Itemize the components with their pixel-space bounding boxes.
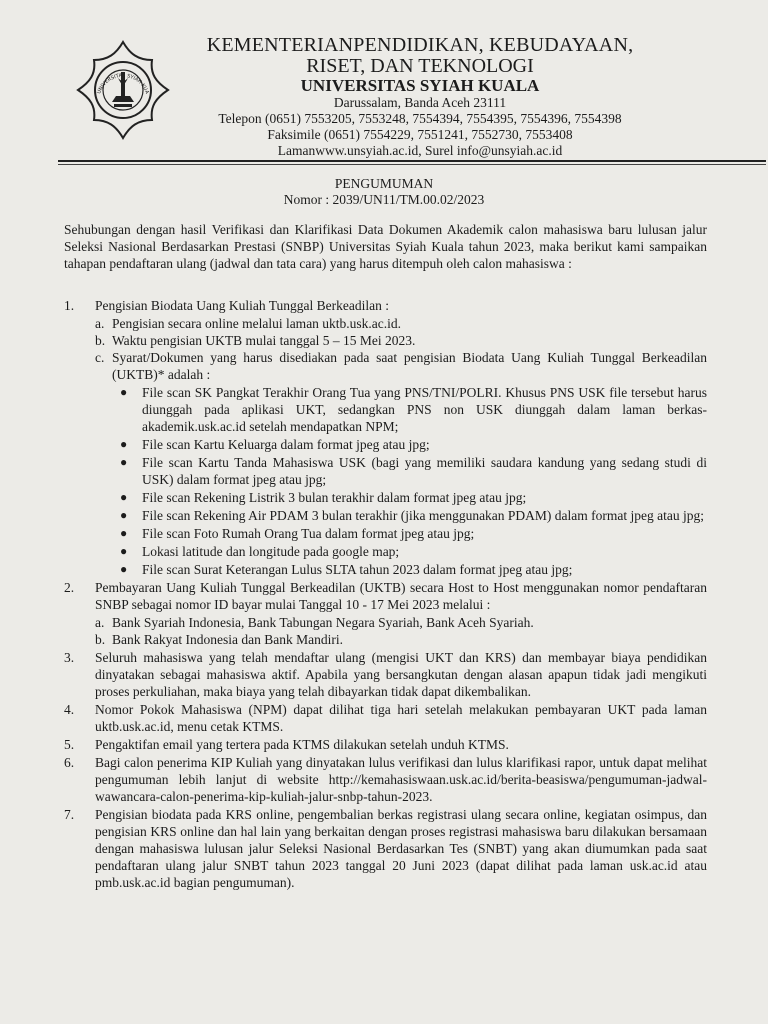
bullet-item bbox=[112, 561, 707, 578]
intro-paragraph: Sehubungan dengan hasil Verifikasi dan Klarifikasi Data Dokumen Akademik calon mahasiswa baru lulusan jalur Seleksi Nasional Berdasarkan Prestasi (SNBP) Universitas Syiah Kuala tahun 2023, maka berikut kami sampaikan tahapan pendaftaran ulang (jadwal dan tata cara) yang harus ditempuh oleh calon mahasiswa : bbox=[64, 222, 707, 271]
bullet-text: File scan Foto Rumah Orang Tua dalam format jpeg atau jpg; bbox=[142, 526, 475, 541]
phone-numbers: Telepon (0651) 7553205, 7553248, 7554394, 7554395, 7554396, 7554398 bbox=[218, 111, 622, 126]
item-number: 2. bbox=[64, 580, 75, 595]
address: Darussalam, Banda Aceh 23111 bbox=[333, 95, 507, 110]
university-seal-logo bbox=[72, 38, 174, 142]
seal-text: UNIVERSITAS SYIAH KUA bbox=[96, 72, 150, 95]
sub-item bbox=[95, 332, 707, 349]
ministry-name: KEMENTERIANPENDIDIKAN, KEBUDAYAAN, bbox=[206, 34, 634, 56]
letterhead bbox=[170, 34, 670, 159]
bullet-icon: ● bbox=[120, 385, 128, 399]
bullet-item bbox=[112, 543, 707, 560]
bullet-icon: ● bbox=[120, 437, 128, 451]
item-number: 1. bbox=[64, 298, 75, 313]
sub-label: b. bbox=[95, 632, 106, 647]
list-item-4 bbox=[64, 701, 707, 735]
sub-text: Pengisian secara online melalui laman uktb.usk.ac.id. bbox=[112, 316, 402, 331]
ministry-name-line2: RISET, DAN TEKNOLOGI bbox=[306, 55, 534, 77]
bullet-item bbox=[112, 507, 707, 524]
item-number: 5. bbox=[64, 737, 75, 752]
bullet-icon: ● bbox=[120, 526, 128, 540]
sub-label: c. bbox=[95, 350, 105, 365]
list-item-7 bbox=[64, 806, 707, 891]
sub-text: Bank Rakyat Indonesia dan Bank Mandiri. bbox=[112, 632, 343, 647]
item-text: Bagi calon penerima KIP Kuliah yang dinyatakan lulus verifikasi dan lulus klarifikasi rapor, untuk dapat melihat pengumuman lebih lanjut di website http://kemahasiswaan.usk.ac.id/berita-beasiswa/pengumuman-jadwal-wawancara-calon-penerima-kip-kuliah-jalur-snbp-tahun-2023. bbox=[95, 755, 707, 804]
fax-numbers: Faksimile (0651) 7554229, 7551241, 7552730, 7553408 bbox=[267, 127, 573, 142]
list-item-2 bbox=[64, 579, 707, 648]
item-text: Pengisian Biodata Uang Kuliah Tunggal Berkeadilan : bbox=[95, 298, 389, 313]
website-email: Lamanwww.unsyiah.ac.id, Surel info@unsyiah.ac.id bbox=[277, 143, 563, 158]
bullet-icon: ● bbox=[120, 490, 128, 504]
item-number: 6. bbox=[64, 755, 75, 770]
announcement-number: Nomor : 2039/UN11/TM.00.02/2023 bbox=[283, 192, 485, 207]
sub-text: Bank Syariah Indonesia, Bank Tabungan Negara Syariah, Bank Aceh Syariah. bbox=[112, 615, 534, 630]
bullet-item bbox=[112, 436, 707, 453]
bullet-text: File scan Kartu Tanda Mahasiswa USK (bagi yang memiliki saudara kandung yang sedang studi di USK) dalam format jpeg atau jpg; bbox=[142, 455, 707, 487]
bullet-text: File scan Kartu Keluarga dalam format jpeg atau jpg; bbox=[142, 437, 430, 452]
bullet-item bbox=[112, 384, 707, 435]
announcement-title: PENGUMUMAN bbox=[334, 176, 434, 191]
sub-item bbox=[95, 631, 707, 648]
sub-label: a. bbox=[95, 615, 105, 630]
item-text: Pengisian biodata pada KRS online, pengembalian berkas registrasi ulang secara online, kegiatan osimpus, dan pengisian KRS online dan hal lain yang berkaitan dengan proses registrasi mahasiswa baru dilakukan bersamaan dengan mahasiswa lulusan jalur Seleksi Nasional Berdasarkan Tes (SNBT) yang akan diumumkan pada saat pendaftaran ulang jalur SNBT tahun 2023 tanggal 20 Juni 2023 (dapat dilihat pada laman usk.ac.id atau pmb.usk.ac.id bagian pengumuman). bbox=[95, 807, 707, 890]
bullet-item bbox=[112, 454, 707, 488]
sub-item bbox=[95, 315, 707, 332]
bullet-icon: ● bbox=[120, 455, 128, 469]
list-item-1 bbox=[64, 297, 707, 578]
sub-item bbox=[95, 349, 707, 578]
bullet-icon: ● bbox=[120, 562, 128, 576]
bullet-text: Lokasi latitude dan longitude pada google map; bbox=[142, 544, 400, 559]
item-text: Nomor Pokok Mahasiswa (NPM) dapat dilihat tiga hari setelah melakukan pembayaran UKT pada laman uktb.usk.ac.id, menu cetak KTMS. bbox=[95, 702, 707, 734]
item-text: Pengaktifan email yang tertera pada KTMS dilakukan setelah unduh KTMS. bbox=[95, 737, 509, 752]
bullet-text: File scan Rekening Listrik 3 bulan terakhir dalam format jpeg atau jpg; bbox=[142, 490, 527, 505]
announcement-header bbox=[0, 176, 768, 208]
list-item-3 bbox=[64, 649, 707, 700]
sub-label: a. bbox=[95, 316, 105, 331]
item-number: 4. bbox=[64, 702, 75, 717]
sub-label: b. bbox=[95, 333, 106, 348]
bullet-item bbox=[112, 489, 707, 506]
list-item-5 bbox=[64, 736, 707, 753]
sub-item bbox=[95, 614, 707, 631]
item-number: 7. bbox=[64, 807, 75, 822]
item-text: Pembayaran Uang Kuliah Tunggal Berkeadilan (UKTB) secara Host to Host menggunakan nomor pendaftaran SNBP sebagai nomor ID bayar mulai Tanggal 10 - 17 Mei 2023 melalui : bbox=[95, 580, 707, 612]
item-number: 3. bbox=[64, 650, 75, 665]
list-item-6 bbox=[64, 754, 707, 805]
university-name: UNIVERSITAS SYIAH KUALA bbox=[300, 76, 540, 95]
bullet-icon: ● bbox=[120, 508, 128, 522]
bullet-text: File scan Rekening Air PDAM 3 bulan terakhir (jika menggunakan PDAM) dalam format jpeg atau jpg; bbox=[142, 508, 705, 523]
letterhead-divider-thin bbox=[58, 164, 766, 165]
bullet-icon: ● bbox=[120, 544, 128, 558]
bullet-item bbox=[112, 525, 707, 542]
sub-text: Waktu pengisian UKTB mulai tanggal 5 – 15 Mei 2023. bbox=[112, 333, 416, 348]
item-text: Seluruh mahasiswa yang telah mendaftar ulang (mengisi UKT dan KRS) dan membayar biaya pendidikan dinyatakan sebagai mahasiswa aktif. Apabila yang bersangkutan dengan alasan apapun tidak jadi mengikuti proses perkuliahan, maka biaya yang telah dibayarkan tidak dapat dikembalikan. bbox=[95, 650, 707, 699]
bullet-text: File scan SK Pangkat Terakhir Orang Tua yang PNS/TNI/POLRI. Khusus PNS USK file tersebut harus diunggah pada aplikasi UKT, sedangkan PNS non USK diunggah dalam laman berkas-akademik.usk.ac.id setelah mendapatkan NPM; bbox=[142, 385, 707, 434]
bullet-text: File scan Surat Keterangan Lulus SLTA tahun 2023 dalam format jpeg atau jpg; bbox=[142, 562, 573, 577]
letterhead-divider bbox=[58, 160, 766, 162]
sub-text: Syarat/Dokumen yang harus disediakan pada saat pengisian Biodata Uang Kuliah Tunggal Berkeadilan (UKTB)* adalah : bbox=[112, 350, 707, 382]
steps-list bbox=[64, 297, 707, 892]
